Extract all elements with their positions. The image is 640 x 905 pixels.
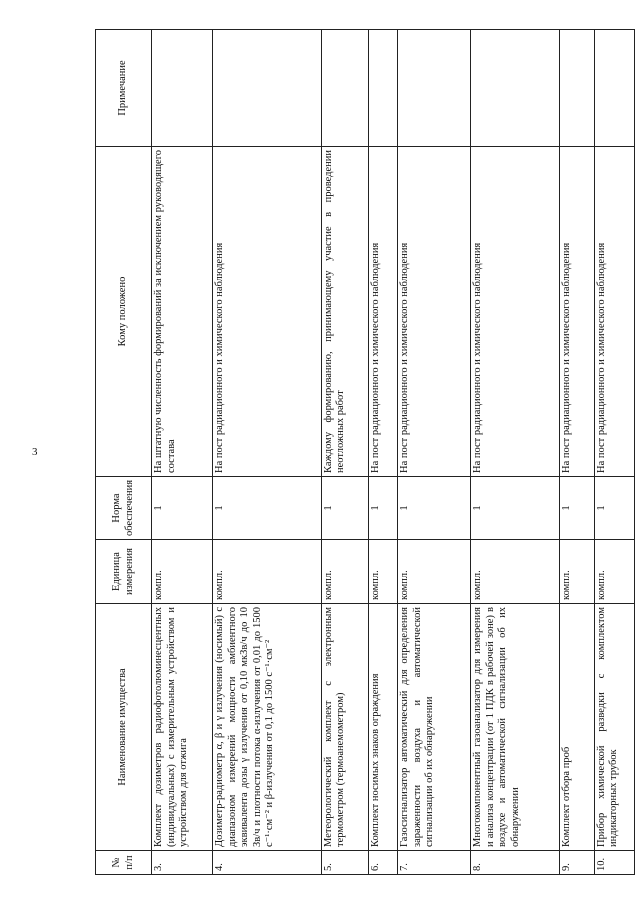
cell-num: 10. bbox=[594, 851, 634, 875]
header-note: Примечание bbox=[96, 30, 152, 147]
cell-num: 8. bbox=[471, 851, 559, 875]
table-header-row bbox=[96, 30, 152, 875]
cell-note bbox=[471, 30, 559, 147]
cell-unit: компл. bbox=[471, 540, 559, 604]
cell-to-whom: На пост радиационного и химического наблюдения bbox=[471, 147, 559, 477]
cell-to-whom: На пост радиационного и химического наблюдения bbox=[559, 147, 594, 477]
header-num: № п/п bbox=[96, 851, 152, 875]
cell-note bbox=[213, 30, 321, 147]
cell-name: Комплект носимых знаков ограждения bbox=[368, 604, 397, 851]
page-number: 3 bbox=[32, 446, 38, 458]
cell-name: Газосигнализатор автоматический для определения зараженности воздуха и автоматической сигнализации об их обнаружении bbox=[398, 604, 471, 851]
cell-unit: компл. bbox=[321, 540, 368, 604]
table-row bbox=[471, 30, 559, 875]
cell-name: Комплект дозиметров радиофотолюминесцентных (индивидуальных) с измерительным устройством и устройством для отжига bbox=[152, 604, 213, 851]
cell-num: 9. bbox=[559, 851, 594, 875]
cell-norm: 1 bbox=[321, 477, 368, 540]
cell-unit: компл. bbox=[368, 540, 397, 604]
cell-unit: компл. bbox=[594, 540, 634, 604]
table-row bbox=[368, 30, 397, 875]
cell-name: Метеорологический комплект с электронным термометром (термоанемометром) bbox=[321, 604, 368, 851]
cell-unit: компл. bbox=[213, 540, 321, 604]
cell-note bbox=[321, 30, 368, 147]
property-table bbox=[95, 29, 635, 875]
header-norm: Норма обеспечения bbox=[96, 477, 152, 540]
cell-to-whom: На пост радиационного и химического наблюдения bbox=[213, 147, 321, 477]
table-row bbox=[594, 30, 634, 875]
cell-norm: 1 bbox=[471, 477, 559, 540]
cell-to-whom: Каждому формированию, принимающему участие в проведении неотложных работ bbox=[321, 147, 368, 477]
cell-unit: компл. bbox=[559, 540, 594, 604]
cell-name: Многокомпонентный газоанализатор для измерения и анализа концентрации (от 1 ПДК в рабочей зоне) в воздухе и автоматической сигнализации об их обнаружении bbox=[471, 604, 559, 851]
cell-norm: 1 bbox=[368, 477, 397, 540]
cell-note bbox=[594, 30, 634, 147]
cell-unit: компл. bbox=[398, 540, 471, 604]
header-to-whom: Кому положено bbox=[96, 147, 152, 477]
cell-norm: 1 bbox=[398, 477, 471, 540]
cell-note bbox=[559, 30, 594, 147]
table-row bbox=[213, 30, 321, 875]
cell-unit: компл. bbox=[152, 540, 213, 604]
cell-num: 7. bbox=[398, 851, 471, 875]
cell-note bbox=[152, 30, 213, 147]
cell-norm: 1 bbox=[152, 477, 213, 540]
cell-name: Дозиметр-радиометр α, β и γ излучения (носимый) с диапазоном измерений мощности амбиентного эквивалента дозы γ излучения от 0,10 мкЗв/ч до 10 Зв/ч и плотности потока α-излучения от 0,01 до 1500 с⁻¹·см⁻² и β-излучения от 0,1 до 1500 с⁻¹·см⁻² bbox=[213, 604, 321, 851]
cell-to-whom: На пост радиационного и химического наблюдения bbox=[368, 147, 397, 477]
table-row bbox=[398, 30, 471, 875]
cell-to-whom: На пост радиационного и химического наблюдения bbox=[594, 147, 634, 477]
header-unit: Единица измерения bbox=[96, 540, 152, 604]
cell-num: 6. bbox=[368, 851, 397, 875]
cell-norm: 1 bbox=[594, 477, 634, 540]
cell-note bbox=[398, 30, 471, 147]
cell-name: Прибор химической разведки с комплектом индикаторных трубок bbox=[594, 604, 634, 851]
cell-name: Комплект отбора проб bbox=[559, 604, 594, 851]
cell-norm: 1 bbox=[559, 477, 594, 540]
cell-num: 3. bbox=[152, 851, 213, 875]
cell-to-whom: На пост радиационного и химического наблюдения bbox=[398, 147, 471, 477]
header-name: Наименование имущества bbox=[96, 604, 152, 851]
cell-num: 4. bbox=[213, 851, 321, 875]
cell-num: 5. bbox=[321, 851, 368, 875]
cell-note bbox=[368, 30, 397, 147]
cell-norm: 1 bbox=[213, 477, 321, 540]
rotated-table-wrapper bbox=[95, 30, 635, 875]
cell-to-whom: На штатную численность формирований за исключением руководящего состава bbox=[152, 147, 213, 477]
table-row bbox=[152, 30, 213, 875]
table-row bbox=[559, 30, 594, 875]
table-row bbox=[321, 30, 368, 875]
